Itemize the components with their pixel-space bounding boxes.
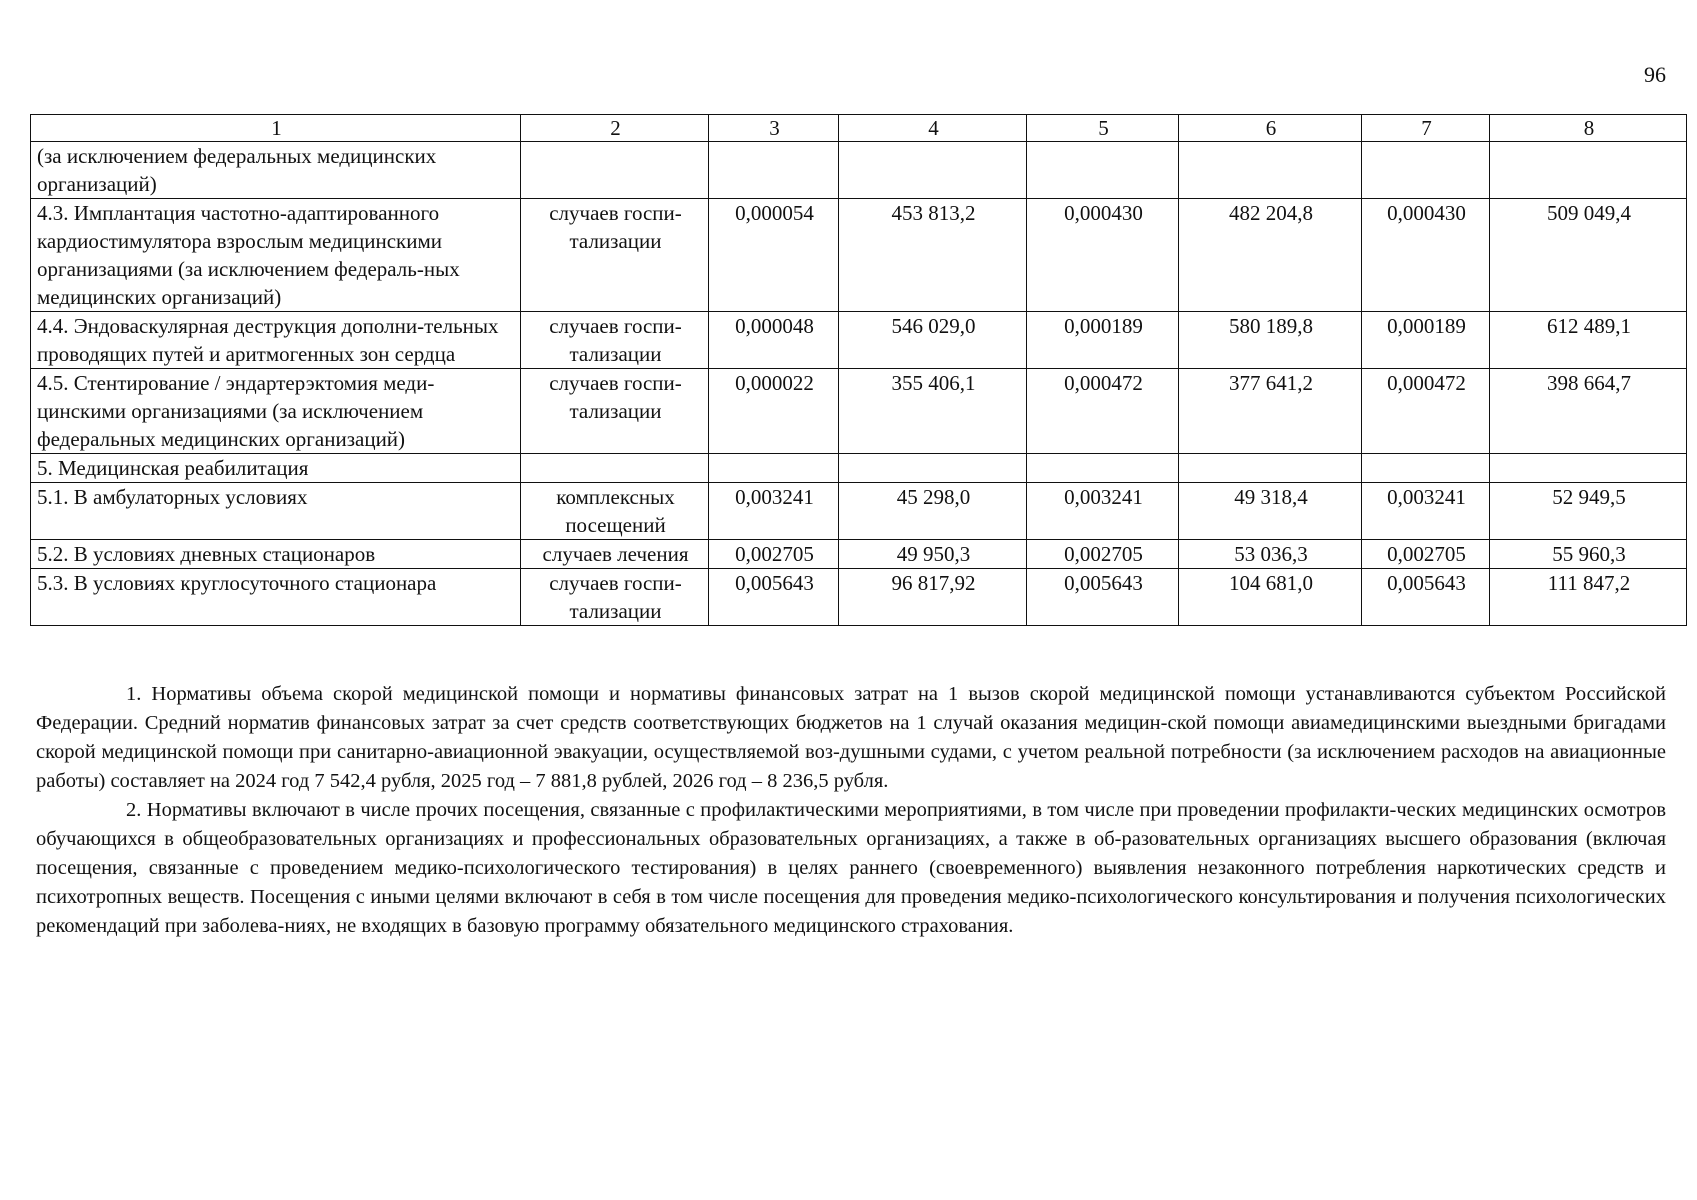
row-label: 4.5. Стентирование / эндартерэктомия меди-цинскими организациями (за исключением федеральных медицинских организаций) <box>31 369 521 454</box>
value-cell: 0,002705 <box>1362 540 1490 569</box>
header-cell: 2 <box>521 115 709 142</box>
unit-cell: случаев госпи-тализации <box>521 312 709 369</box>
value-cell <box>1179 454 1362 483</box>
value-cell: 509 049,4 <box>1490 199 1687 312</box>
value-cell <box>1490 454 1687 483</box>
norms-table <box>30 114 1687 626</box>
unit-cell: случаев госпи-тализации <box>521 199 709 312</box>
value-cell <box>709 142 839 199</box>
table-row <box>31 454 1687 483</box>
header-cell: 7 <box>1362 115 1490 142</box>
value-cell: 580 189,8 <box>1179 312 1362 369</box>
value-cell: 0,000430 <box>1362 199 1490 312</box>
footnote-1: 1. Нормативы объема скорой медицинской помощи и нормативы финансовых затрат на 1 вызов скорой медицинской помощи устанавливаются субъектом Российской Федерации. Средний норматив финансовых затрат за счет средств соответствующих бюджетов на 1 случай оказания медицин-ской помощи авиамедицинскими выездными бригадами скорой медицинской помощи при санитарно-авиационной эвакуации, осуществляемой воз-душными судами, с учетом реальной потребности (за исключением расходов на авиационные работы) составляет на 2024 год 7 542,4 рубля, 2025 год – 7 881,8 рублей, 2026 год – 8 236,5 рубля. <box>36 683 1666 792</box>
value-cell: 0,000048 <box>709 312 839 369</box>
header-cell: 5 <box>1027 115 1179 142</box>
value-cell: 546 029,0 <box>839 312 1027 369</box>
header-cell: 4 <box>839 115 1027 142</box>
header-cell: 1 <box>31 115 521 142</box>
value-cell <box>1362 454 1490 483</box>
value-cell: 0,000022 <box>709 369 839 454</box>
value-cell: 377 641,2 <box>1179 369 1362 454</box>
value-cell: 45 298,0 <box>839 483 1027 540</box>
footnotes <box>36 680 1666 941</box>
page-number: 96 <box>1644 62 1666 87</box>
value-cell: 0,000472 <box>1362 369 1490 454</box>
value-cell: 398 664,7 <box>1490 369 1687 454</box>
value-cell: 612 489,1 <box>1490 312 1687 369</box>
value-cell: 0,003241 <box>1027 483 1179 540</box>
row-label: (за исключением федеральных медицинских организаций) <box>31 142 521 199</box>
unit-cell: комплексных посещений <box>521 483 709 540</box>
header-cell: 6 <box>1179 115 1362 142</box>
value-cell: 453 813,2 <box>839 199 1027 312</box>
table-row <box>31 569 1687 626</box>
value-cell: 96 817,92 <box>839 569 1027 626</box>
value-cell: 0,005643 <box>1027 569 1179 626</box>
table-header-row <box>31 115 1687 142</box>
value-cell: 0,003241 <box>1362 483 1490 540</box>
value-cell <box>1179 142 1362 199</box>
row-label: 5. Медицинская реабилитация <box>31 454 521 483</box>
value-cell: 111 847,2 <box>1490 569 1687 626</box>
value-cell: 55 960,3 <box>1490 540 1687 569</box>
value-cell <box>839 142 1027 199</box>
value-cell <box>1362 142 1490 199</box>
value-cell: 0,000430 <box>1027 199 1179 312</box>
value-cell: 0,002705 <box>709 540 839 569</box>
value-cell: 0,000189 <box>1362 312 1490 369</box>
table-row <box>31 199 1687 312</box>
value-cell: 49 318,4 <box>1179 483 1362 540</box>
value-cell: 0,000189 <box>1027 312 1179 369</box>
value-cell: 49 950,3 <box>839 540 1027 569</box>
value-cell <box>1027 142 1179 199</box>
value-cell: 482 204,8 <box>1179 199 1362 312</box>
row-label: 4.4. Эндоваскулярная деструкция дополни-тельных проводящих путей и аритмогенных зон сердца <box>31 312 521 369</box>
value-cell <box>709 454 839 483</box>
table-container <box>30 114 1687 626</box>
header-cell: 8 <box>1490 115 1687 142</box>
unit-cell <box>521 454 709 483</box>
value-cell: 0,005643 <box>709 569 839 626</box>
table-row <box>31 312 1687 369</box>
value-cell: 52 949,5 <box>1490 483 1687 540</box>
table-row <box>31 483 1687 540</box>
unit-cell <box>521 142 709 199</box>
value-cell: 104 681,0 <box>1179 569 1362 626</box>
unit-cell: случаев лечения <box>521 540 709 569</box>
table-row <box>31 369 1687 454</box>
unit-cell: случаев госпи-тализации <box>521 369 709 454</box>
footnote-2: 2. Нормативы включают в числе прочих посещения, связанные с профилактическими мероприятиями, в том числе при проведении профилакти-ческих медицинских осмотров обучающихся в общеобразовательных организациях и профессиональных образовательных организациях, а также в об-разовательных организациях высшего образования (включая посещения, связанные с проведением медико-психологического тестирования) в целях раннего (своевременного) выявления незаконного потребления наркотических средств и психотропных веществ. Посещения с иными целями включают в себя в том числе посещения для проведения медико-психологического консультирования и получения психологических рекомендаций при заболева-ниях, не входящих в базовую программу обязательного медицинского страхования. <box>36 799 1666 937</box>
table-row <box>31 540 1687 569</box>
row-label: 5.3. В условиях круглосуточного стационара <box>31 569 521 626</box>
value-cell <box>1027 454 1179 483</box>
row-label: 5.1. В амбулаторных условиях <box>31 483 521 540</box>
table-row <box>31 142 1687 199</box>
value-cell: 355 406,1 <box>839 369 1027 454</box>
value-cell: 0,000472 <box>1027 369 1179 454</box>
value-cell <box>839 454 1027 483</box>
value-cell: 0,003241 <box>709 483 839 540</box>
unit-cell: случаев госпи-тализации <box>521 569 709 626</box>
value-cell <box>1490 142 1687 199</box>
value-cell: 0,005643 <box>1362 569 1490 626</box>
header-cell: 3 <box>709 115 839 142</box>
value-cell: 0,002705 <box>1027 540 1179 569</box>
row-label: 5.2. В условиях дневных стационаров <box>31 540 521 569</box>
value-cell: 0,000054 <box>709 199 839 312</box>
row-label: 4.3. Имплантация частотно-адаптированного кардиостимулятора взрослым медицинскими организациями (за исключением федераль-ных медицинских организаций) <box>31 199 521 312</box>
value-cell: 53 036,3 <box>1179 540 1362 569</box>
